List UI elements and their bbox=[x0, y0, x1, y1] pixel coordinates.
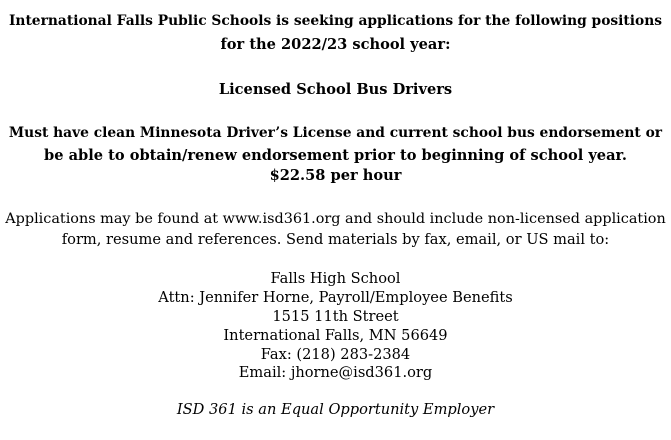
address-city: International Falls, MN 56649 bbox=[223, 327, 448, 344]
requirements-line-2: be able to obtain/renew endorsement prior to beginning of school year. bbox=[44, 147, 627, 164]
address-email: Email: jhorne@isd361.org bbox=[238, 364, 433, 381]
applications-line-2: form, resume and references. Send materials by fax, email, or US mail to: bbox=[61, 231, 610, 248]
position-title: Licensed School Bus Drivers bbox=[218, 81, 453, 98]
header-line-1: International Falls Public Schools is seeking applications for the following positions bbox=[8, 13, 663, 29]
address-attn: Attn: Jennifer Horne, Payroll/Employee Benefits bbox=[158, 289, 513, 306]
equal-opportunity-footer: ISD 361 is an Equal Opportunity Employer bbox=[176, 401, 495, 418]
applications-line-1: Applications may be found at www.isd361.org and should include non-licensed application bbox=[5, 211, 666, 227]
header-line-2: for the 2022/23 school year: bbox=[220, 36, 451, 53]
requirements-line-1: Must have clean Minnesota Driver’s License and current school bus endorsement or bbox=[8, 125, 663, 141]
pay-rate: $22.58 per hour bbox=[269, 167, 402, 184]
address-fax: Fax: (218) 283-2384 bbox=[260, 346, 411, 363]
address-street: 1515 11th Street bbox=[272, 308, 399, 325]
address-school: Falls High School bbox=[270, 270, 401, 287]
